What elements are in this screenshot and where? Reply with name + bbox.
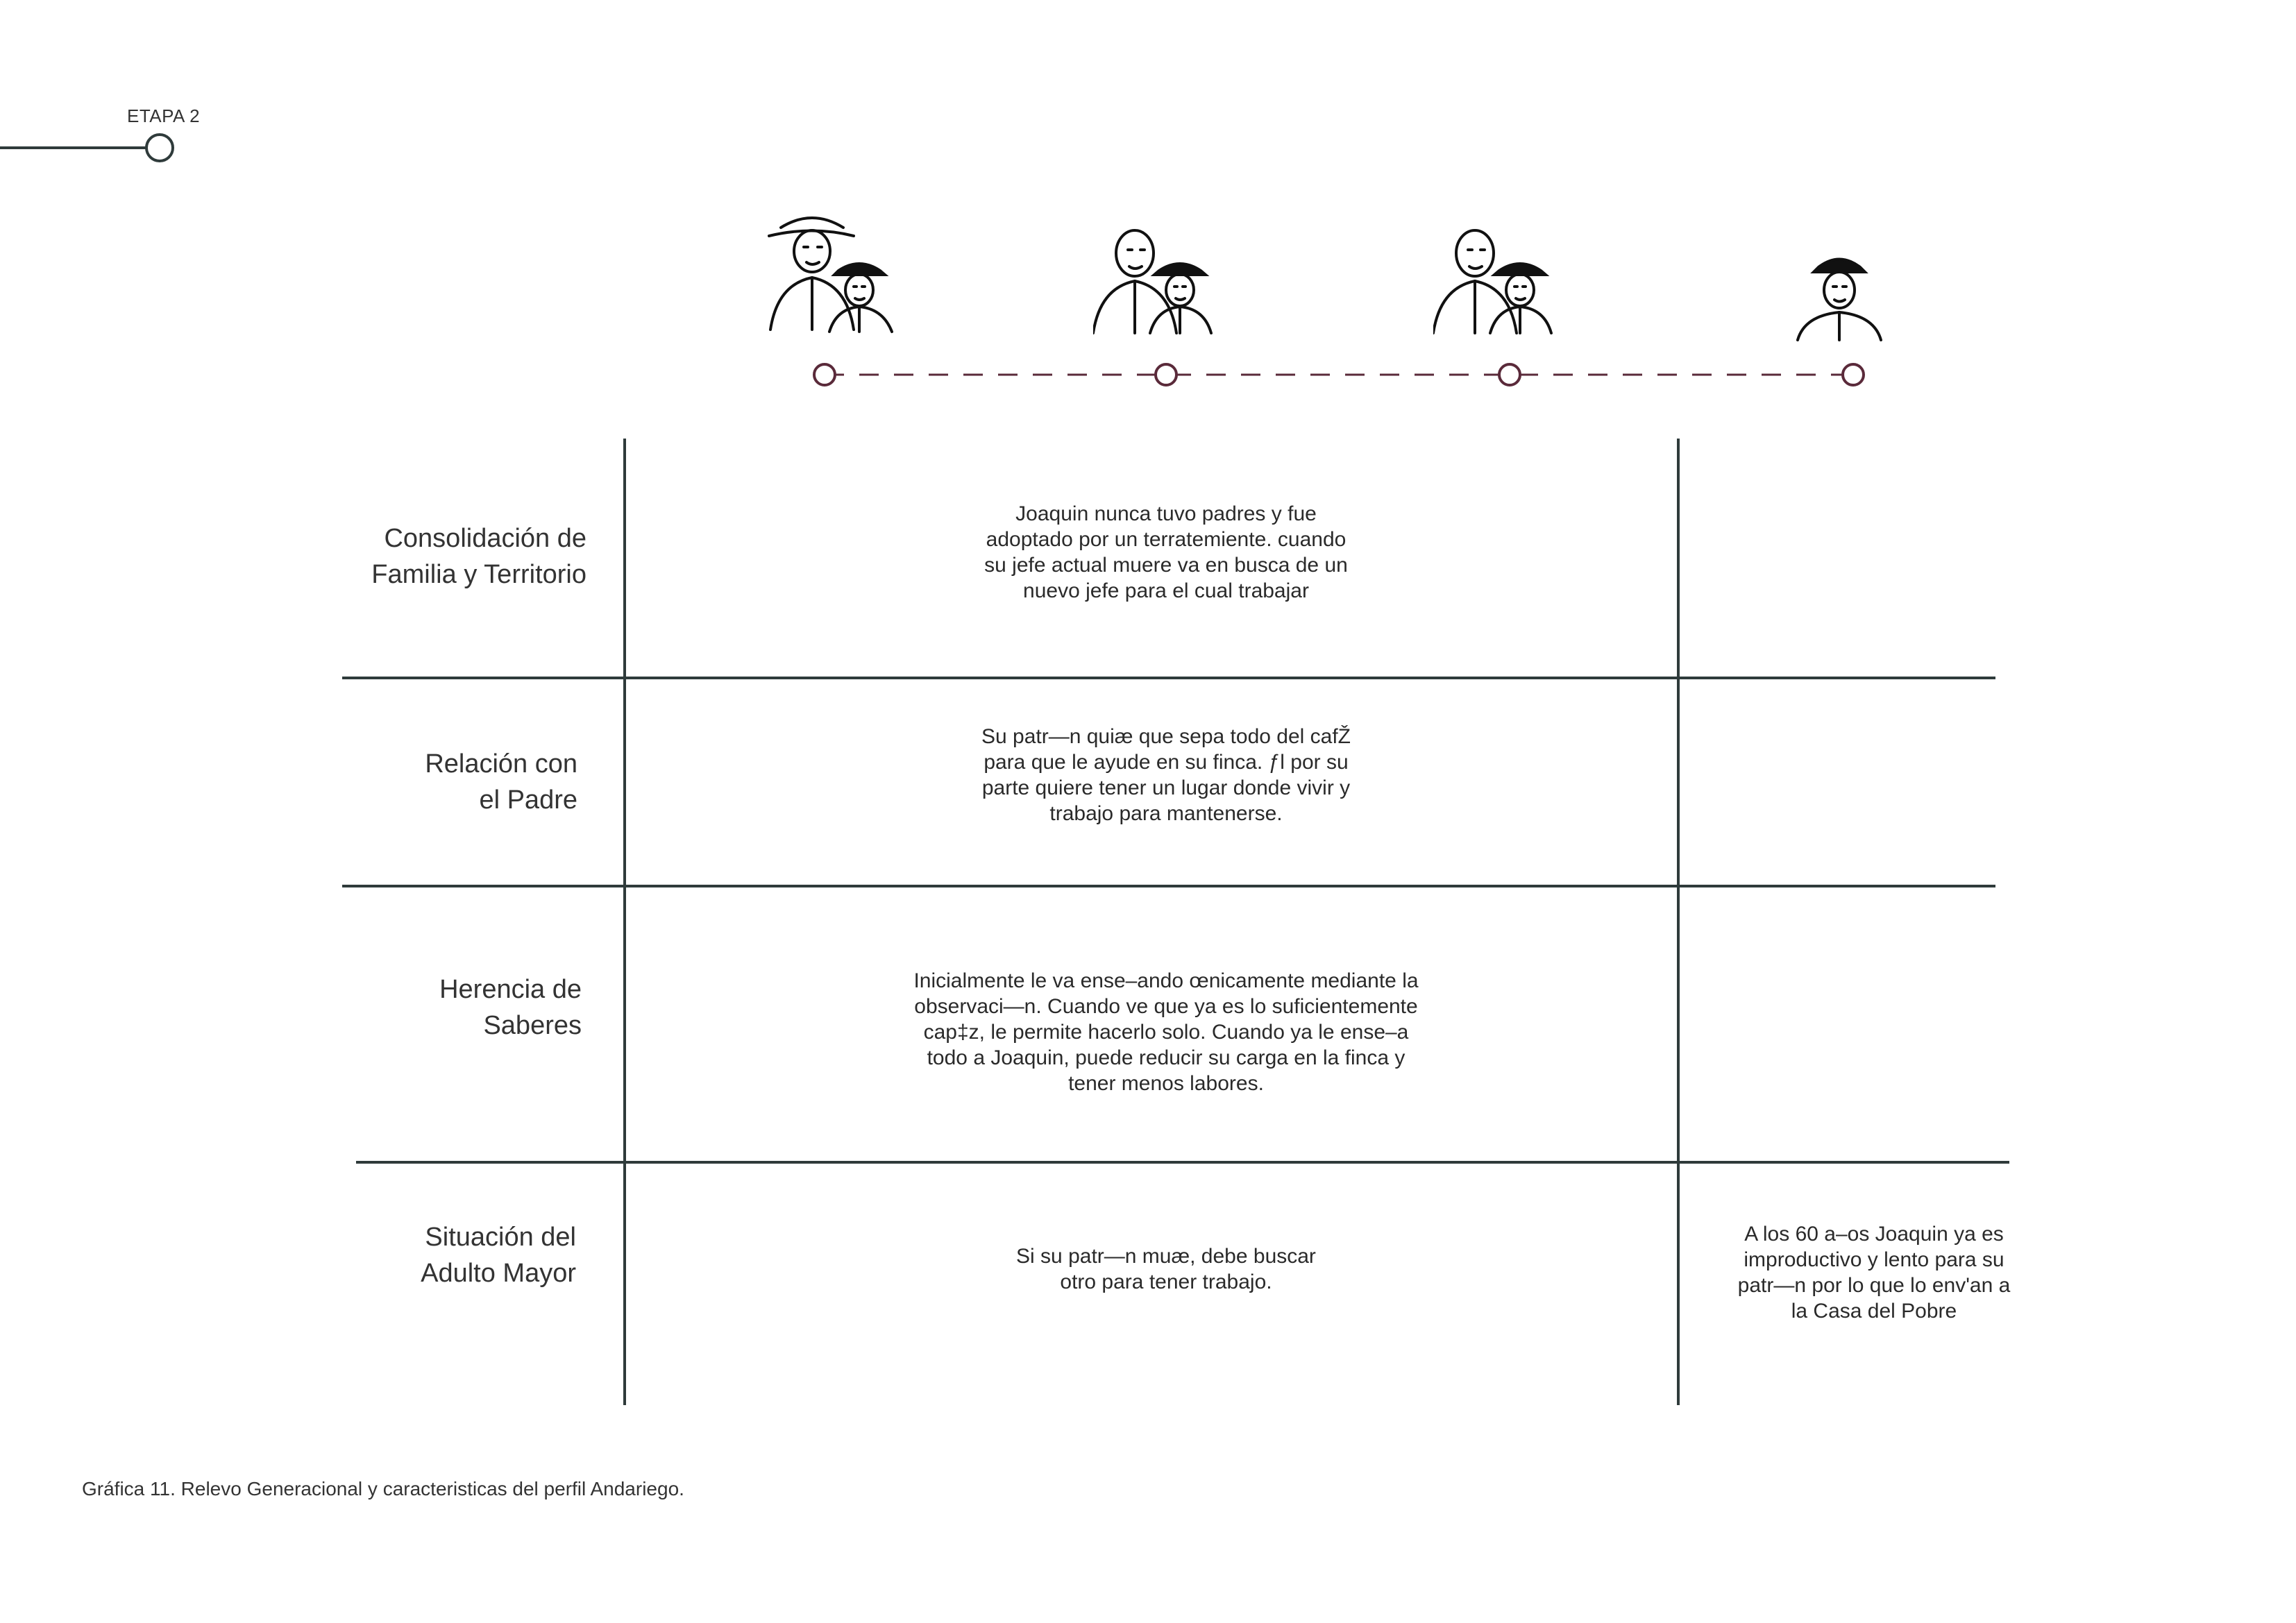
row-label-adulto-mayor: Situación del Adulto Mayor <box>421 1223 576 1288</box>
cell-adulto-mayor-right: A los 60 a–os Joaquin ya es improductivo y lento para su patr—n por lo que lo env'an a la Casa del Pobre <box>1737 1223 2011 1323</box>
stage-label: ETAPA 2 <box>127 105 201 126</box>
row-label-relacion-padre: Relación con el Padre <box>425 749 577 815</box>
row-label-herencia-saberes: Herencia de Saberes <box>439 975 582 1040</box>
cell-herencia-saberes: Inicialmente le va ense–ando œnicamente mediante la observaci—n. Cuando ve que ya es lo suficientemente cap‡z, le permite hacerlo solo. Cuando ya le ense–a todo a Joaquin, puede reducir su carga en la finca y tener menos labores. <box>913 969 1419 1095</box>
cell-relacion-padre: Su patr—n quiæ que sepa todo del cafŽ para que le ayude en su finca. ƒl por su parte quiere tener un lugar donde vivir y trabajo para mantenerse. <box>981 725 1351 825</box>
cell-adulto-mayor: Si su patr—n muæ, debe buscar otro para tener trabajo. <box>1016 1245 1316 1293</box>
cell-consolidacion: Joaquin nunca tuvo padres y fue adoptado por un terratemiente. cuando su jefe actual muere va en busca de un nuevo jefe para el cual trabajar <box>984 502 1348 602</box>
row-label-consolidacion: Consolidación de Familia y Territorio <box>371 524 586 589</box>
figure-caption: Gráfica 11. Relevo Generacional y caracteristicas del perfil Andariego. <box>82 1478 684 1499</box>
